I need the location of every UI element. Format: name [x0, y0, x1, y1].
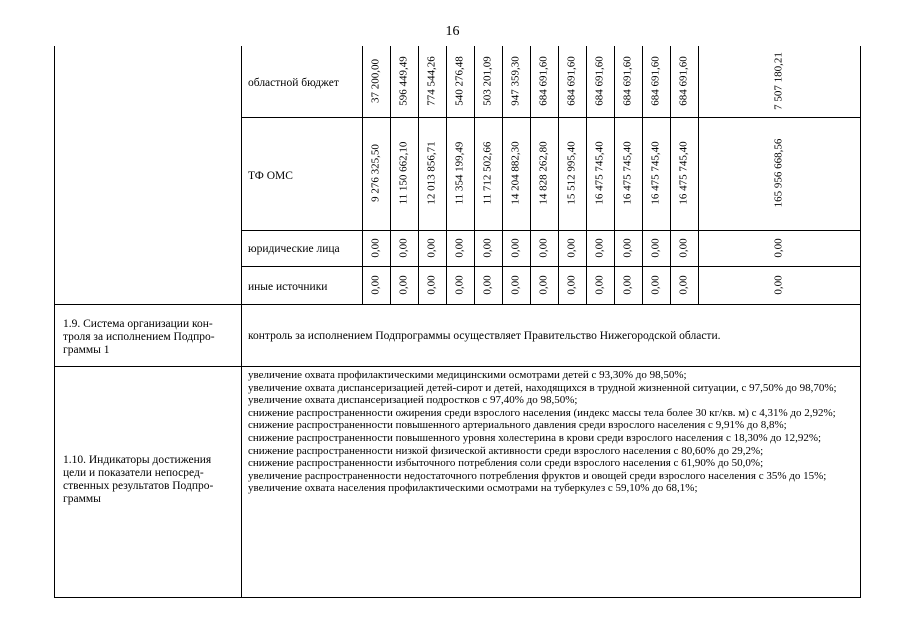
- section-1-10-label-line: цели и показатели непосред-: [63, 467, 204, 479]
- funding-legal-entities-total: 0,00: [772, 238, 785, 258]
- indicator-item: снижение распространенности ожирения среди взрослого населения (индекс массы тела более 30 кг/кв. м) с 4,31% до 2,92%;: [248, 406, 836, 419]
- funding-tfoms-value: 16 475 745,40: [593, 141, 606, 205]
- funding-other-sources-value: 0,00: [565, 275, 578, 295]
- funding-other-sources-value: 0,00: [593, 275, 606, 295]
- funding-tfoms-value: 16 475 745,40: [649, 141, 662, 205]
- funding-tfoms-value: 12 013 856,71: [425, 141, 438, 205]
- funding-tfoms-value: 14 828 262,80: [537, 141, 550, 205]
- funding-regional-budget-value: 684 691,60: [565, 56, 578, 106]
- funding-tfoms-value: 14 204 882,30: [509, 141, 522, 205]
- funding-other-sources-total: 0,00: [772, 275, 785, 295]
- table-row-divider: [54, 366, 861, 367]
- section-1-9-label-line: граммы 1: [63, 344, 110, 356]
- funding-legal-entities-value: 0,00: [509, 238, 522, 258]
- funding-regional-budget-value: 37 200,00: [369, 59, 382, 103]
- funding-other-sources-value: 0,00: [649, 275, 662, 295]
- funding-legal-entities-value: 0,00: [425, 238, 438, 258]
- funding-legal-entities-value: 0,00: [649, 238, 662, 258]
- funding-other-sources-value: 0,00: [369, 275, 382, 295]
- funding-tfoms-value: 9 276 325,50: [369, 144, 382, 202]
- funding-tfoms-value: 11 712 502,66: [481, 141, 494, 205]
- funding-regional-budget-value: 684 691,60: [621, 56, 634, 106]
- funding-legal-entities-value: 0,00: [453, 238, 466, 258]
- funding-other-sources-value: 0,00: [677, 275, 690, 295]
- table-border-left: [54, 46, 55, 597]
- section-1-9-label-line: троля за исполнением Подпро-: [63, 331, 215, 343]
- page-number: 16: [445, 24, 460, 39]
- funding-other-sources-value: 0,00: [509, 275, 522, 295]
- indicator-item: снижение распространенности повышенного артериального давления среди взрослого населения с 9,91% до 8,8%;: [248, 419, 787, 432]
- indicators-list: [248, 369, 860, 495]
- table-row-divider: [241, 266, 861, 267]
- table-row-divider: [54, 304, 861, 305]
- funding-legal-entities-value: 0,00: [565, 238, 578, 258]
- funding-legal-entities-value: 0,00: [481, 238, 494, 258]
- section-1-9-text: контроль за исполнением Подпрограммы осуществляет Правительство Нижегородской области.: [248, 330, 721, 342]
- indicator-item: увеличение распространенности недостаточного потребления фруктов и овощей среди взрослого населения с 35% до 15%;: [248, 469, 827, 482]
- funding-other-sources-value: 0,00: [481, 275, 494, 295]
- funding-row-other-sources-label: иные источники: [248, 281, 328, 293]
- funding-other-sources-value: 0,00: [453, 275, 466, 295]
- funding-other-sources-value: 0,00: [537, 275, 550, 295]
- indicator-item: снижение распространенности низкой физической активности среди взрослого населения с 80,60% до 29,2%;: [248, 444, 764, 457]
- funding-legal-entities-value: 0,00: [677, 238, 690, 258]
- indicator-item: увеличение охвата диспансеризацией детей-сирот и детей, находящихся в трудной жизненной ситуации, с 97,50% до 98,70%;: [248, 381, 837, 394]
- indicator-item: снижение распространенности избыточного потребления соли среди взрослого населения с 61,90% до 50,0%;: [248, 457, 764, 470]
- funding-legal-entities-value: 0,00: [397, 238, 410, 258]
- funding-legal-entities-value: 0,00: [593, 238, 606, 258]
- funding-tfoms-value: 16 475 745,40: [677, 141, 690, 205]
- funding-regional-budget-value: 774 544,26: [425, 56, 438, 106]
- funding-regional-budget-value: 684 691,60: [649, 56, 662, 106]
- funding-legal-entities-value: 0,00: [537, 238, 550, 258]
- funding-regional-budget-value: 684 691,60: [677, 56, 690, 106]
- section-1-9-label: [63, 318, 238, 357]
- indicator-item: снижение распространенности повышенного уровня холестерина в крови среди взрослого населения с 18,30% до 12,92%;: [248, 431, 822, 444]
- funding-row-tfoms-label: ТФ ОМС: [248, 170, 293, 182]
- funding-tfoms-value: 11 150 662,10: [397, 141, 410, 205]
- funding-regional-budget-value: 540 276,48: [453, 56, 466, 106]
- table-row-divider: [241, 230, 861, 231]
- funding-other-sources-value: 0,00: [425, 275, 438, 295]
- funding-legal-entities-value: 0,00: [369, 238, 382, 258]
- funding-tfoms-value: 16 475 745,40: [621, 141, 634, 205]
- funding-legal-entities-value: 0,00: [621, 238, 634, 258]
- funding-regional-budget-total: 7 507 180,21: [772, 52, 785, 110]
- table-border-right: [860, 46, 861, 597]
- section-1-10-label-line: ственных результатов Подпро-: [63, 480, 214, 492]
- funding-regional-budget-value: 684 691,60: [537, 56, 550, 106]
- indicator-item: увеличение охвата диспансеризацией подростков с 97,40% до 98,50%;: [248, 394, 578, 407]
- table-column-divider: [241, 46, 242, 597]
- indicator-item: увеличение охвата профилактическими медицинскими осмотрами детей с 93,30% до 98,50%;: [248, 369, 687, 381]
- funding-row-regional-budget-label: областной бюджет: [248, 77, 339, 89]
- funding-other-sources-value: 0,00: [397, 275, 410, 295]
- funding-tfoms-value: 11 354 199,49: [453, 141, 466, 205]
- funding-tfoms-value: 15 512 995,40: [565, 141, 578, 205]
- funding-regional-budget-value: 684 691,60: [593, 56, 606, 106]
- funding-tfoms-total: 165 956 668,56: [772, 138, 785, 208]
- table-row-divider: [241, 117, 861, 118]
- indicator-item: увеличение охвата населения профилактическими осмотрами на туберкулез с 59,10% до 68,1%;: [248, 482, 698, 495]
- table-border-bottom: [54, 597, 861, 598]
- funding-other-sources-value: 0,00: [621, 275, 634, 295]
- section-1-10-label-line: граммы: [63, 493, 101, 505]
- funding-row-legal-entities-label: юридические лица: [248, 243, 340, 255]
- funding-regional-budget-value: 503 201,09: [481, 56, 494, 106]
- section-1-9-label-line: 1.9. Система организации кон-: [63, 318, 213, 330]
- section-1-10-label-line: 1.10. Индикаторы достижения: [63, 454, 212, 466]
- funding-regional-budget-value: 947 359,30: [509, 56, 522, 106]
- section-1-10-label: [63, 454, 238, 506]
- funding-regional-budget-value: 596 449,49: [397, 56, 410, 106]
